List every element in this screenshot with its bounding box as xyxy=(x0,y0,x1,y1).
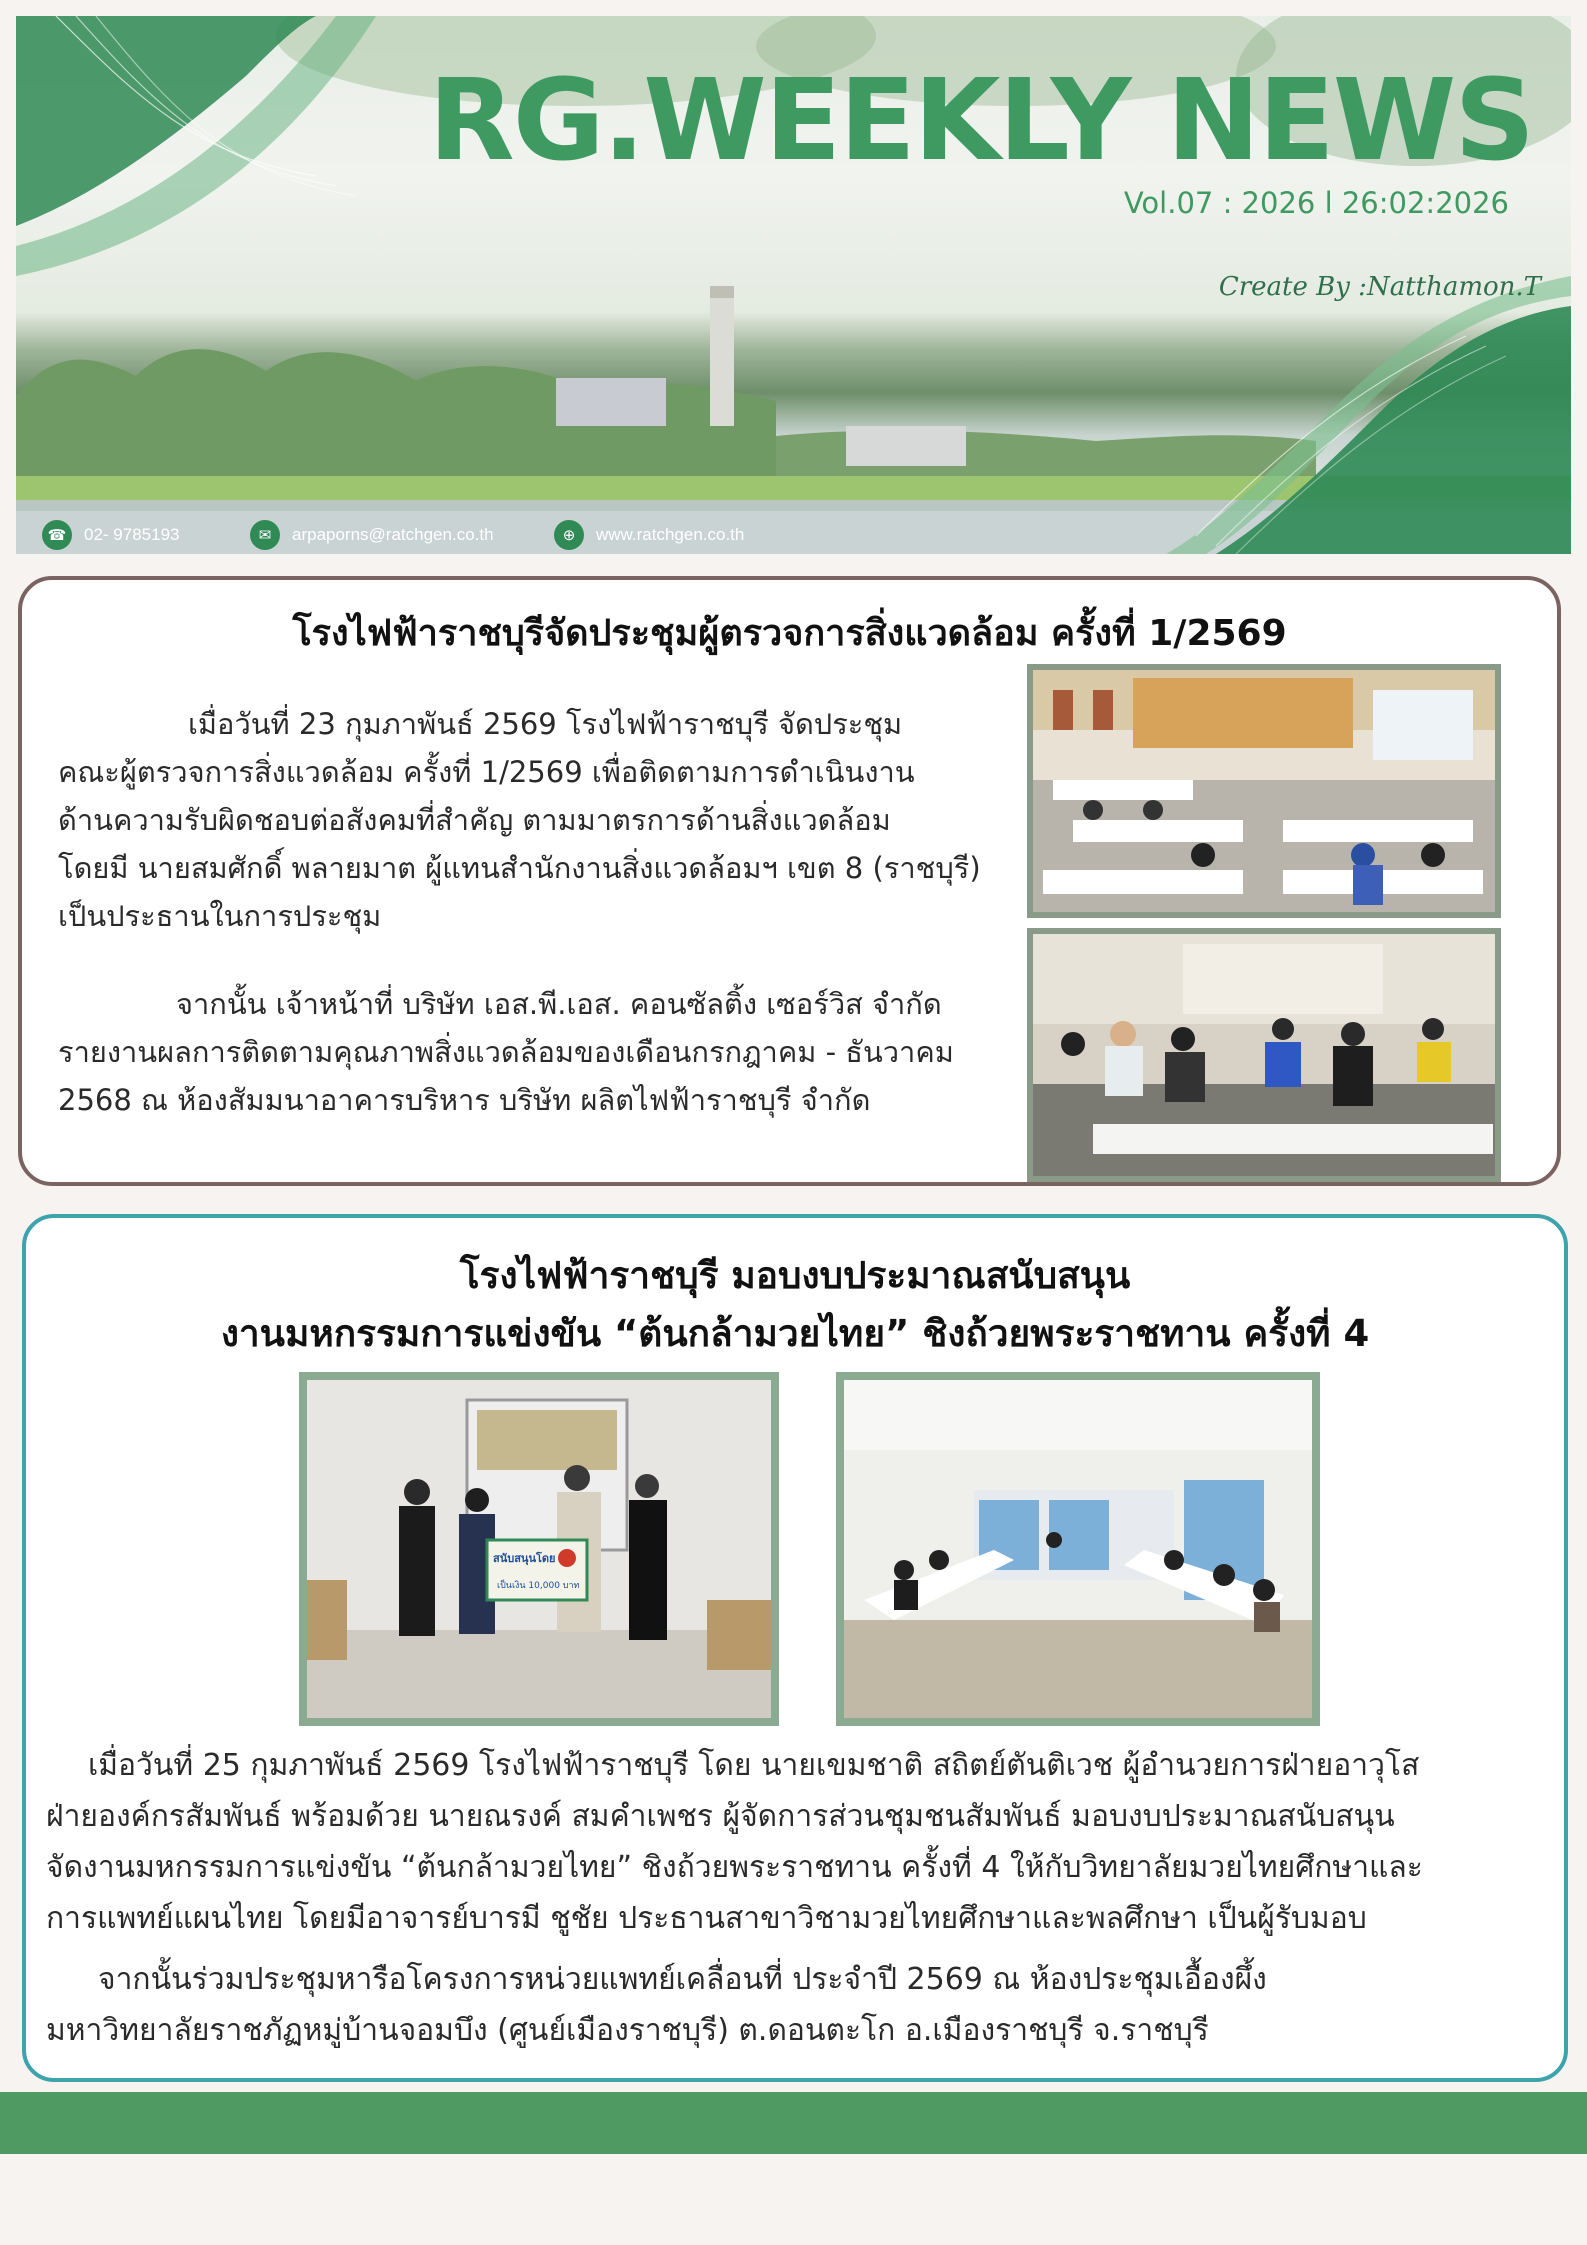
article1-paragraph2 xyxy=(58,980,1018,1124)
text-line: จากนั้น เจ้าหน้าที่ บริษัท เอส.พี.เอส. คอนซัลติ้ง เซอร์วิส จำกัด xyxy=(176,987,942,1021)
newsletter-title: RG.WEEKLY NEWS xyxy=(428,56,1533,186)
phone-number: 02- 9785193 xyxy=(84,525,180,544)
text-line: 2568 ณ ห้องสัมมนาอาคารบริหาร บริษัท ผลิตไฟฟ้าราชบุรี จำกัด xyxy=(58,1083,871,1117)
contact-website[interactable] xyxy=(554,520,744,550)
article2-headline-line2: งานมหกรรมการแข่งขัน “ต้นกล้ามวยไทย” ชิงถ้วยพระราชทาน ครั้งที่ 4 xyxy=(220,1312,1370,1355)
footer-band xyxy=(0,2092,1587,2154)
text-line: มหาวิทยาลัยราชภัฏหมู่บ้านจอมบึง (ศูนย์เมืองราชบุรี) ต.ดอนตะโก อ.เมืองราชบุรี จ.ราชบุรี xyxy=(46,2013,1209,2048)
contact-phone[interactable] xyxy=(42,520,179,550)
text-line: โดยมี นายสมศักดิ์ พลายมาต ผู้แทนสำนักงานสิ่งแวดล้อมฯ เขต 8 (ราชบุรี) xyxy=(58,851,981,885)
discussion-photo xyxy=(836,1372,1320,1726)
phone-icon: ☎ xyxy=(42,520,72,550)
text-line: เมื่อวันที่ 25 กุมภาพันธ์ 2569 โรงไฟฟ้าราชบุรี โดย นายเขมชาติ สถิตย์ตันติเวช ผู้อำนวยการฝ่ายอาวุโส xyxy=(88,1748,1420,1783)
donation-photo xyxy=(299,1372,779,1726)
email-address: arpaporns@ratchgen.co.th xyxy=(292,525,494,544)
text-line: ด้านความรับผิดชอบต่อสังคมที่สำคัญ ตามมาตรการด้านสิ่งแวดล้อม xyxy=(58,803,891,837)
article2-paragraph1 xyxy=(46,1740,1556,1944)
article1-paragraph1 xyxy=(58,700,1018,940)
globe-icon: ⊕ xyxy=(554,520,584,550)
text-line: เมื่อวันที่ 23 กุมภาพันธ์ 2569 โรงไฟฟ้าราชบุรี จัดประชุม xyxy=(188,707,903,741)
text-line: คณะผู้ตรวจการสิ่งแวดล้อม ครั้งที่ 1/2569 เพื่อติดตามการดำเนินงาน xyxy=(58,755,915,789)
text-line: จัดงานมหกรรมการแข่งขัน “ต้นกล้ามวยไทย” ชิงถ้วยพระราชทาน ครั้งที่ 4 ให้กับวิทยาลัยมวยไทยศึกษาและ xyxy=(46,1850,1423,1885)
article-muaythai-support xyxy=(22,1214,1568,2082)
website-url: www.ratchgen.co.th xyxy=(596,525,745,544)
text-line: รายงานผลการติดตามคุณภาพสิ่งแวดล้อมของเดือนกรกฎาคม - ธันวาคม xyxy=(58,1035,954,1069)
header-banner xyxy=(16,16,1571,554)
meeting-photo-2 xyxy=(1027,928,1501,1182)
text-line: ฝ่ายองค์กรสัมพันธ์ พร้อมด้วย นายณรงค์ สมคำเพชร ผู้จัดการส่วนชุมชนสัมพันธ์ มอบงบประมาณสนับสนุน xyxy=(46,1799,1395,1834)
meeting-photo-1 xyxy=(1027,664,1501,918)
text-line: จากนั้นร่วมประชุมหารือโครงการหน่วยแพทย์เคลื่อนที่ ประจำปี 2569 ณ ห้องประชุมเอื้องผึ้ง xyxy=(98,1962,1267,1997)
contact-email[interactable] xyxy=(250,520,494,550)
credit-signature: Create By :Natthamon.T xyxy=(1218,272,1541,302)
volume-date: Vol.07 : 2026 l 26:02:2026 xyxy=(1123,186,1509,220)
article-environment-meeting xyxy=(18,576,1561,1186)
sign-amount: เป็นเงิน 10,000 บาท xyxy=(497,1581,580,1591)
sign-title: สนับสนุนโดย xyxy=(493,1552,556,1565)
mail-icon: ✉ xyxy=(250,520,280,550)
text-line: เป็นประธานในการประชุม xyxy=(58,899,382,933)
article1-headline: โรงไฟฟ้าราชบุรีจัดประชุมผู้ตรวจการสิ่งแวดล้อม ครั้งที่ 1/2569 xyxy=(292,613,1287,654)
article2-headline-line1: โรงไฟฟ้าราชบุรี มอบงบประมาณสนับสนุน xyxy=(459,1254,1131,1297)
text-line: การแพทย์แผนไทย โดยมีอาจารย์บารมี ชูชัย ประธานสาขาวิชามวยไทยศึกษาและพลศึกษา เป็นผู้รับมอบ xyxy=(46,1901,1367,1936)
article2-paragraph2 xyxy=(46,1954,1556,2056)
